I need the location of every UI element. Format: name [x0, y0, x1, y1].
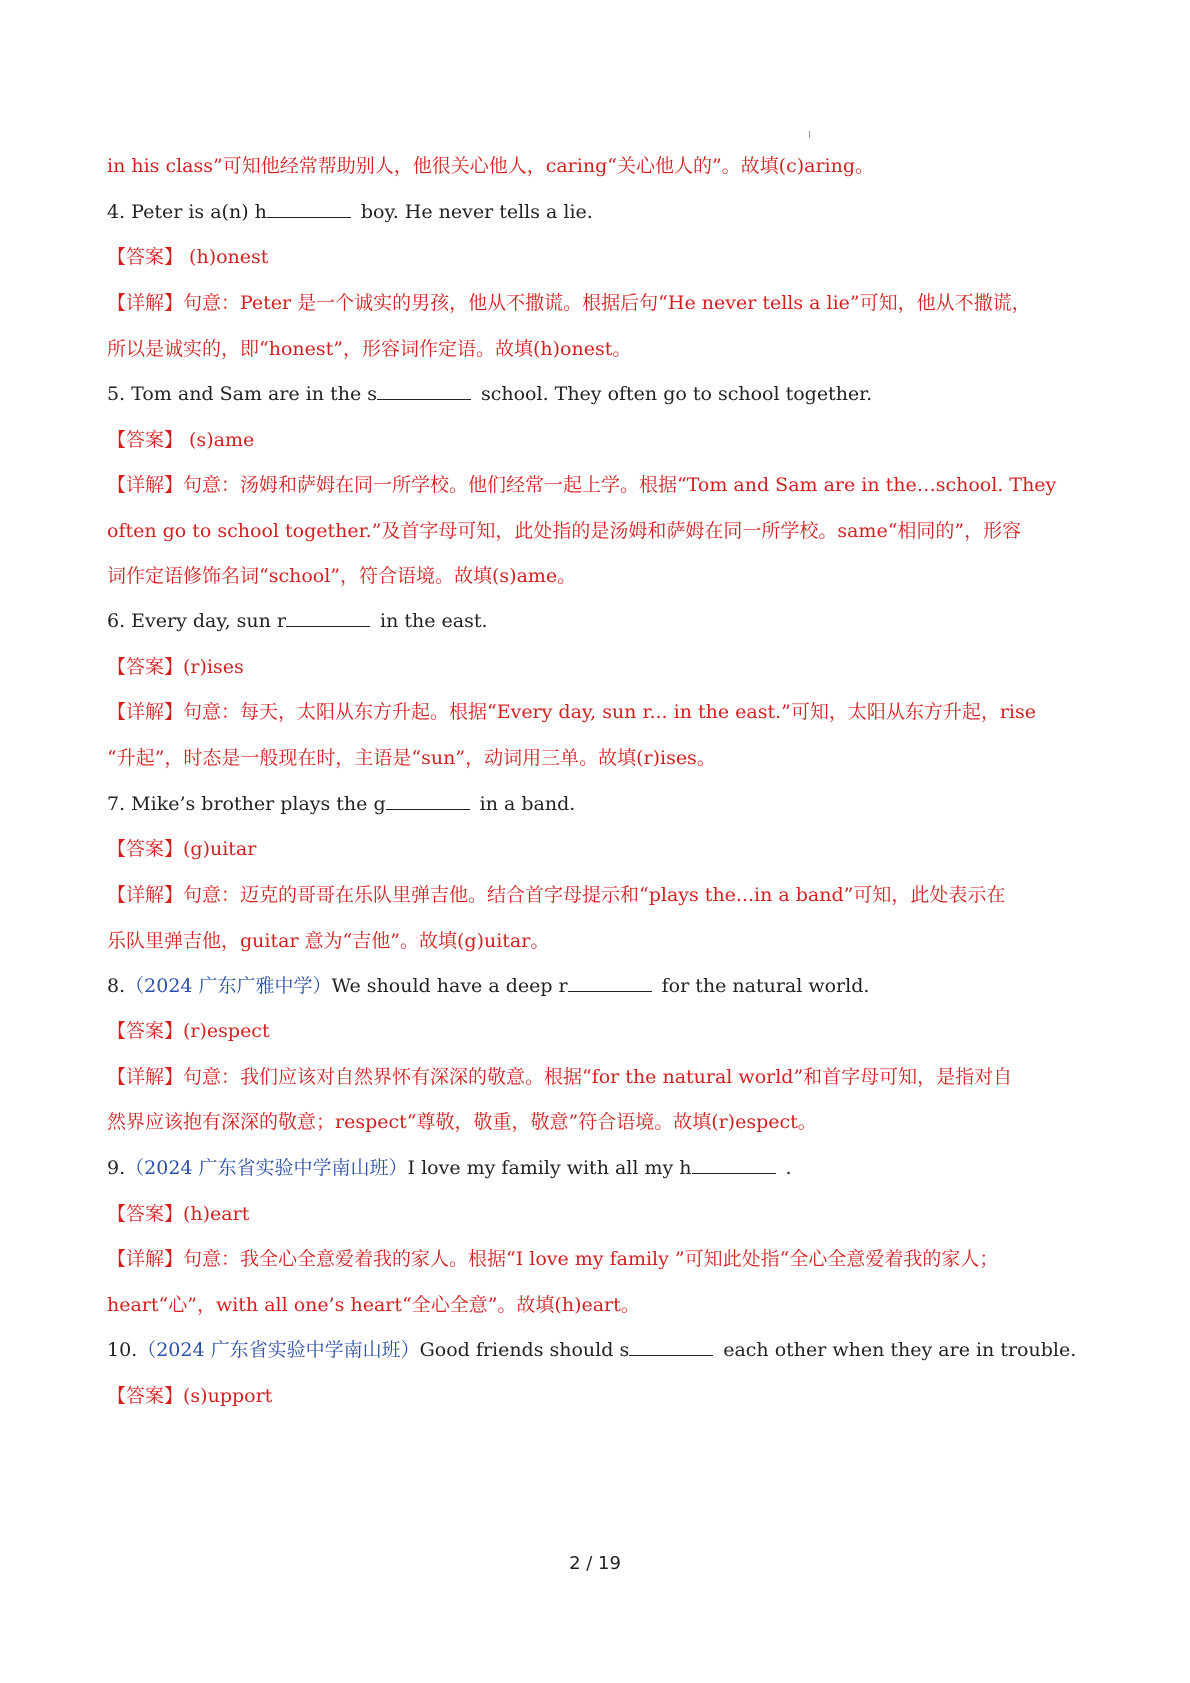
text-segment: Good friends should s: [419, 1339, 630, 1361]
line-l1: [107, 153, 1087, 179]
text-segment: each other when they are in trouble.: [723, 1339, 1077, 1361]
line-a5: [107, 427, 1087, 453]
text-segment: 【详解】句意：我全心全意爱着我的家人。根据“I love my family ”可知此处指“全心全意爱着我的家人；: [107, 1248, 999, 1270]
text-segment: 7. Mike’s brother plays the g: [107, 793, 386, 815]
answer-blank: [692, 1155, 776, 1174]
line-q5: [107, 381, 1087, 407]
text-segment: 【详解】句意：我们应该对自然界怀有深深的敬意。根据“for the natural world”和首字母可知，是指对自: [107, 1066, 1013, 1088]
text-segment: （2024 广东省实验中学南山班）: [137, 1339, 420, 1361]
text-segment: 【答案】(r)ises: [107, 656, 244, 678]
answer-blank: [286, 608, 370, 627]
text-segment: 【答案】(h)eart: [107, 1203, 250, 1225]
line-q8: [107, 973, 1087, 999]
line-a7: [107, 836, 1087, 862]
line-q7: [107, 791, 1087, 817]
text-segment: 乐队里弹吉他，guitar 意为“吉他”。故填(g)uitar。: [107, 930, 550, 952]
line-q4: [107, 199, 1087, 225]
text-segment: 6. Every day, sun r: [107, 610, 286, 632]
text-segment: .: [785, 1157, 792, 1179]
line-e7b: [107, 928, 1087, 954]
text-segment: 10.: [107, 1339, 138, 1361]
text-segment: in the east.: [380, 610, 488, 632]
text-segment: often go to school together.”及首字母可知，此处指的是汤姆和萨姆在同一所学校。same“相同的”，形容: [107, 520, 1022, 542]
line-e7a: [107, 882, 1087, 908]
line-e8b: [107, 1109, 1087, 1135]
answer-blank: [386, 791, 470, 810]
text-segment: 【答案】(r)espect: [107, 1020, 270, 1042]
text-segment: 8.: [107, 975, 126, 997]
text-segment: 【答案】 (h)onest: [107, 246, 269, 268]
line-e4b: [107, 336, 1087, 362]
text-segment: We should have a deep r: [331, 975, 568, 997]
line-e9b: [107, 1292, 1087, 1318]
text-segment: 【详解】句意：迈克的哥哥在乐队里弹吉他。结合首字母提示和“plays the...in a band”可知，此处表示在: [107, 884, 1006, 906]
line-q6: [107, 608, 1087, 634]
text-segment: heart“心”，with all one’s heart“全心全意”。故填(h)eart。: [107, 1294, 640, 1316]
line-e5c: [107, 563, 1087, 589]
text-segment: 9.: [107, 1157, 126, 1179]
text-segment: 【答案】 (s)ame: [107, 429, 255, 451]
line-e8a: [107, 1064, 1087, 1090]
line-a9: [107, 1201, 1087, 1227]
text-segment: school. They often go to school together.: [480, 383, 873, 405]
answer-blank: [377, 381, 471, 400]
text-segment: （2024 广东广雅中学）: [125, 975, 332, 997]
line-e6a: [107, 699, 1087, 725]
text-segment: 所以是诚实的，即“honest”，形容词作定语。故填(h)onest。: [107, 338, 632, 360]
line-e9a: [107, 1246, 1087, 1272]
text-segment: 【答案】(s)upport: [107, 1385, 273, 1407]
line-e5a: [107, 472, 1087, 498]
text-segment: for the natural world.: [661, 975, 870, 997]
answer-blank: [568, 973, 652, 992]
page-number: 2 / 19: [569, 1553, 621, 1574]
text-segment: 5. Tom and Sam are in the s: [107, 383, 377, 405]
text-segment: in his class”可知他经常帮助别人，他很关心他人，caring“关心他人的”。故填(c)aring。: [107, 155, 875, 177]
line-q9: [107, 1155, 1087, 1181]
answer-blank: [267, 199, 351, 218]
line-e4a: [107, 290, 1087, 316]
text-segment: 词作定语修饰名词“school”，符合语境。故填(s)ame。: [107, 565, 577, 587]
line-a4: [107, 244, 1087, 270]
line-e5b: [107, 518, 1087, 544]
text-segment: boy. He never tells a lie.: [360, 201, 593, 223]
line-q10: [107, 1337, 1087, 1363]
text-segment: I love my family with all my h: [407, 1157, 692, 1179]
text-segment: 4. Peter is a(n) h: [107, 201, 267, 223]
answer-blank: [629, 1337, 713, 1356]
line-a6: [107, 654, 1087, 680]
scan-mark: [809, 131, 810, 138]
text-segment: 【详解】句意：汤姆和萨姆在同一所学校。他们经常一起上学。根据“Tom and Sam are in the…school. They: [107, 474, 1057, 496]
text-segment: “升起”，时态是一般现在时，主语是“sun”，动词用三单。故填(r)ises。: [107, 747, 716, 769]
line-e6b: [107, 745, 1087, 771]
text-segment: 【详解】句意：每天，太阳从东方升起。根据“Every day, sun r... in the east.”可知，太阳从东方升起，rise: [107, 701, 1036, 723]
text-segment: 然界应该抱有深深的敬意；respect“尊敬，敬重，敬意”符合语境。故填(r)espect。: [107, 1111, 817, 1133]
text-segment: in a band.: [479, 793, 576, 815]
text-segment: （2024 广东省实验中学南山班）: [125, 1157, 408, 1179]
text-segment: 【答案】(g)uitar: [107, 838, 257, 860]
line-a10: [107, 1383, 1087, 1409]
line-a8: [107, 1018, 1087, 1044]
text-segment: 【详解】句意：Peter 是一个诚实的男孩，他从不撒谎。根据后句“He never tells a lie”可知，他从不撒谎，: [107, 292, 1031, 314]
